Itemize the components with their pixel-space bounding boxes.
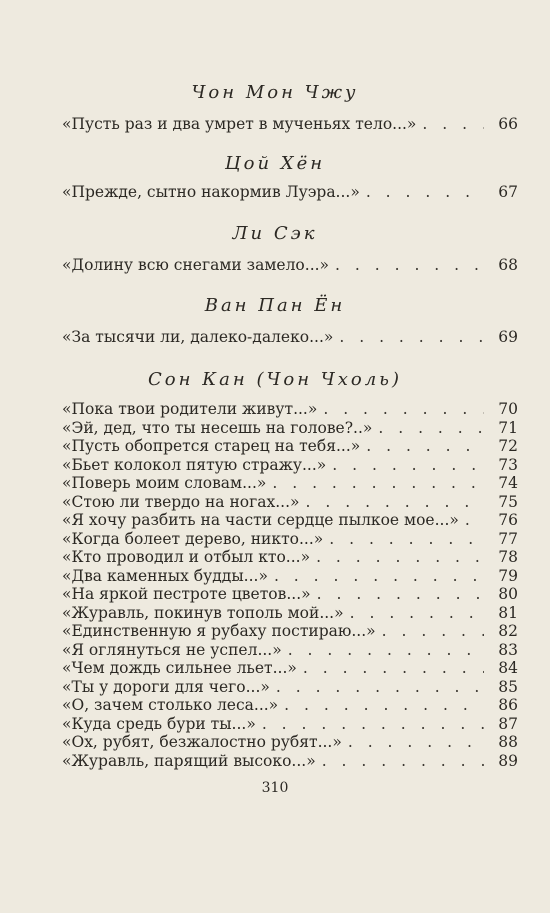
author-heading: Чон Мон Чжу	[191, 82, 359, 103]
toc-entry	[62, 696, 518, 714]
toc-entry	[62, 622, 518, 640]
poem-first-line: «Поверь моим словам...»	[62, 474, 267, 492]
page-reference: 80	[498, 585, 518, 603]
toc-entry	[62, 456, 518, 474]
author-heading: Ван Пан Ён	[204, 295, 346, 316]
poem-first-line: «На яркой пестроте цветов...»	[62, 585, 311, 603]
poem-first-line: «Два каменных будды...»	[62, 566, 268, 585]
toc-entry	[62, 437, 518, 455]
toc-entry	[62, 530, 518, 548]
page-reference: 75	[498, 492, 518, 511]
leader-dots	[382, 622, 484, 640]
leader-dots	[378, 419, 484, 437]
toc-entry	[62, 474, 518, 492]
toc-entry	[62, 659, 518, 677]
poem-first-line: «Чем дождь сильнее льет...»	[62, 659, 297, 677]
leader-dots	[288, 641, 484, 659]
toc-entry	[62, 733, 518, 751]
leader-dots	[274, 567, 484, 585]
page-reference: 67	[498, 183, 518, 201]
leader-dots	[262, 715, 484, 733]
leader-dots	[366, 437, 484, 455]
poem-first-line: «Ох, рубят, безжалостно рубят...»	[62, 733, 342, 751]
toc-entry	[62, 328, 518, 346]
page-reference: 82	[498, 622, 518, 640]
leader-dots	[276, 678, 484, 696]
poem-first-line: «Пусть раз и два умрет в мученьях тело...»	[62, 115, 417, 133]
page-reference: 76	[498, 511, 518, 529]
leader-dots	[339, 328, 484, 346]
leader-dots	[332, 456, 484, 474]
leader-dots	[422, 115, 484, 133]
page-reference: 87	[498, 714, 518, 733]
leader-dots	[366, 183, 484, 201]
toc-entry	[62, 183, 518, 201]
toc-entry	[62, 493, 518, 511]
page-reference: 71	[498, 418, 518, 437]
poem-first-line: «О, зачем столько леса...»	[62, 696, 279, 714]
page-reference: 78	[498, 548, 518, 566]
leader-dots	[272, 474, 484, 492]
page-reference: 77	[498, 529, 518, 548]
page-reference: 69	[498, 328, 518, 346]
page-reference: 81	[498, 603, 518, 622]
toc-entry	[62, 585, 518, 603]
toc-entry	[62, 511, 518, 529]
page-reference: 86	[498, 696, 518, 714]
toc-entry	[62, 400, 518, 418]
page-reference: 72	[498, 437, 518, 455]
leader-dots	[348, 733, 484, 751]
toc-entry	[62, 567, 518, 585]
page-reference: 74	[498, 474, 518, 492]
page-number: 310	[261, 780, 289, 796]
leader-dots	[317, 585, 484, 603]
poem-first-line: «Эй, дед, что ты несешь на голове?..»	[62, 418, 373, 437]
poem-first-line: «Ты у дороги для чего...»	[62, 677, 270, 696]
leader-dots	[306, 493, 484, 511]
toc-entry	[62, 678, 518, 696]
leader-dots	[350, 604, 484, 622]
author-heading: Цой Хён	[224, 153, 326, 174]
poem-first-line: «Я хочу разбить на части сердце пылкое мое...»	[62, 511, 459, 529]
poem-first-line: «Журавль, парящий высоко...»	[62, 751, 316, 770]
page-reference: 85	[498, 677, 518, 696]
leader-dots	[323, 400, 484, 418]
author-heading: Сон Кан (Чон Чхоль)	[148, 369, 402, 390]
poem-first-line: «Куда средь бури ты...»	[62, 714, 256, 733]
leader-dots	[316, 548, 484, 566]
toc-entry	[62, 641, 518, 659]
toc-entry	[62, 548, 518, 566]
leader-dots	[284, 696, 484, 714]
page-reference: 73	[498, 455, 518, 474]
page-reference: 88	[498, 733, 518, 751]
page-reference: 66	[498, 115, 518, 133]
toc-entry	[62, 715, 518, 733]
page-reference: 84	[498, 659, 518, 677]
page-reference: 68	[498, 256, 518, 274]
poem-first-line: «Стою ли твердо на ногах...»	[62, 492, 300, 511]
poem-first-line: «Я оглянуться не успел...»	[62, 640, 282, 659]
poem-first-line: «Единственную я рубаху постираю...»	[62, 622, 376, 640]
poem-first-line: «Долину всю снегами замело...»	[62, 256, 330, 274]
toc-entry	[62, 604, 518, 622]
leader-dots	[322, 752, 484, 770]
poem-first-line: «Пусть обопрется старец на тебя...»	[62, 437, 361, 455]
poem-first-line: «Журавль, покинув тополь мой...»	[62, 603, 344, 622]
toc-entry	[62, 752, 518, 770]
leader-dots	[329, 530, 484, 548]
poem-first-line: «Кто проводил и отбыл кто...»	[62, 548, 311, 566]
poem-first-line: «За тысячи ли, далеко-далеко...»	[62, 328, 334, 346]
leader-dots	[465, 511, 484, 529]
leader-dots	[335, 256, 484, 274]
author-heading: Ли Сэк	[232, 223, 318, 244]
poem-first-line: «Когда болеет дерево, никто...»	[62, 529, 324, 548]
poem-first-line: «Пока твои родители живут...»	[62, 400, 318, 418]
page-reference: 70	[498, 400, 518, 418]
poem-first-line: «Бьет колокол пятую стражу...»	[62, 455, 327, 474]
toc-entry	[62, 256, 518, 274]
leader-dots	[303, 659, 484, 677]
toc-entry	[62, 419, 518, 437]
page-reference: 79	[498, 566, 518, 585]
toc-entry	[62, 115, 518, 133]
page-reference: 83	[498, 640, 518, 659]
poem-first-line: «Прежде, сытно накормив Луэра...»	[62, 183, 360, 201]
page-reference: 89	[498, 751, 518, 770]
